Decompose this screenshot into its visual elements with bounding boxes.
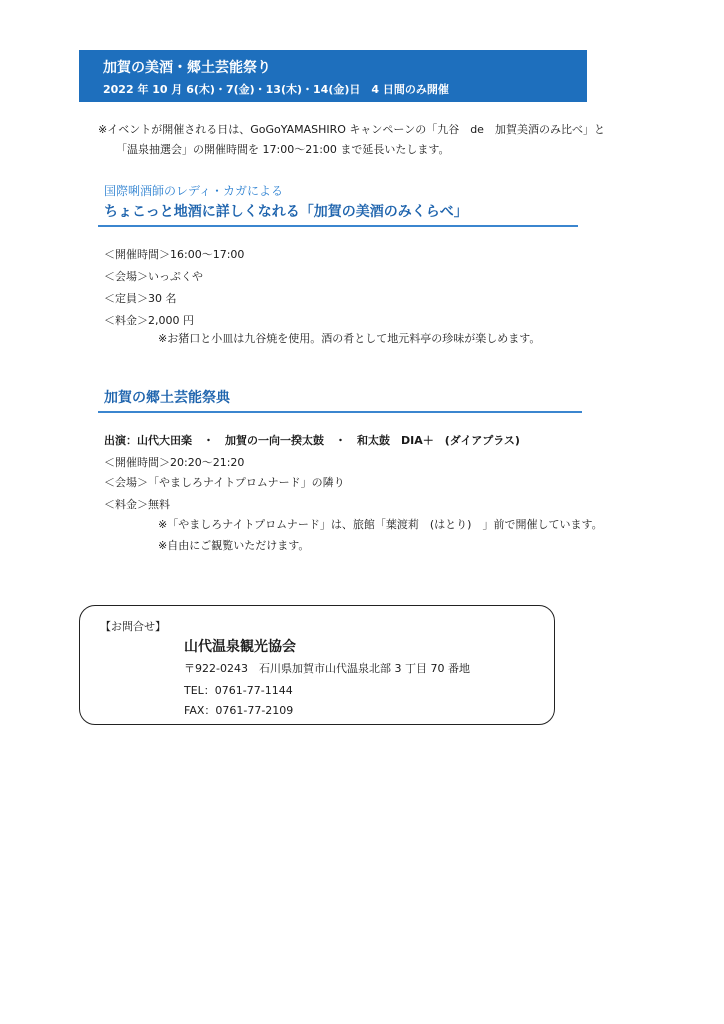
sake-fee: ＜料金＞2,000 円 — [104, 314, 194, 327]
sake-heading: ちょこっと地酒に詳しくなれる「加賀の美酒のみくらべ」 — [104, 204, 468, 220]
arts-note-1: ※「やましろナイトプロムナード」は、旅館「葉渡莉 (はとり) 」前で開催しています。 — [158, 518, 603, 531]
sake-note: ※お猪口と小皿は九谷焼を使用。酒の肴として地元料亭の珍味が楽しめます。 — [158, 332, 541, 345]
contact-organization: 山代温泉観光協会 — [184, 639, 296, 655]
contact-box — [79, 605, 555, 725]
notice-line-2: 「温泉抽選会」の開催時間を 17:00～21:00 まで延長いたします。 — [116, 143, 450, 156]
arts-heading-rule — [98, 411, 582, 413]
sake-subtitle: 国際唎酒師のレディ・カガによる — [104, 184, 284, 198]
sake-venue: ＜会場＞いっぷくや — [104, 270, 203, 283]
banner-date: 2022 年 10 月 6(木)・7(金)・13(木)・14(金)日 4 日間のみ開催 — [103, 83, 449, 96]
event-banner — [79, 50, 587, 102]
notice-line-1: ※イベントが開催される日は、GoGoYAMASHIRO キャンペーンの「九谷 de 加賀美酒のみ比べ」と — [98, 123, 605, 136]
arts-heading: 加賀の郷土芸能祭典 — [104, 390, 230, 406]
sake-time: ＜開催時間＞16:00～17:00 — [104, 248, 245, 261]
contact-address: 〒922-0243 石川県加賀市山代温泉北部 3 丁目 70 番地 — [184, 662, 470, 675]
arts-note-2: ※自由にご観覧いただけます。 — [158, 539, 310, 552]
contact-label: 【お問合せ】 — [100, 620, 166, 633]
sake-heading-rule — [98, 225, 578, 227]
arts-performers: 出演：山代大田楽 ・ 加賀の一向一揆太鼓 ・ 和太鼓 DIA＋ (ダイアプラス) — [104, 434, 520, 447]
arts-venue: ＜会場＞「やましろナイトプロムナード」の隣り — [104, 476, 345, 489]
contact-fax: FAX：0761-77-2109 — [184, 704, 294, 717]
contact-tel: TEL：0761-77-1144 — [184, 684, 293, 697]
banner-title: 加賀の美酒・郷土芸能祭り — [103, 60, 271, 76]
arts-fee: ＜料金＞無料 — [104, 498, 170, 511]
sake-capacity: ＜定員＞30 名 — [104, 292, 177, 305]
arts-time: ＜開催時間＞20:20～21:20 — [104, 456, 245, 469]
